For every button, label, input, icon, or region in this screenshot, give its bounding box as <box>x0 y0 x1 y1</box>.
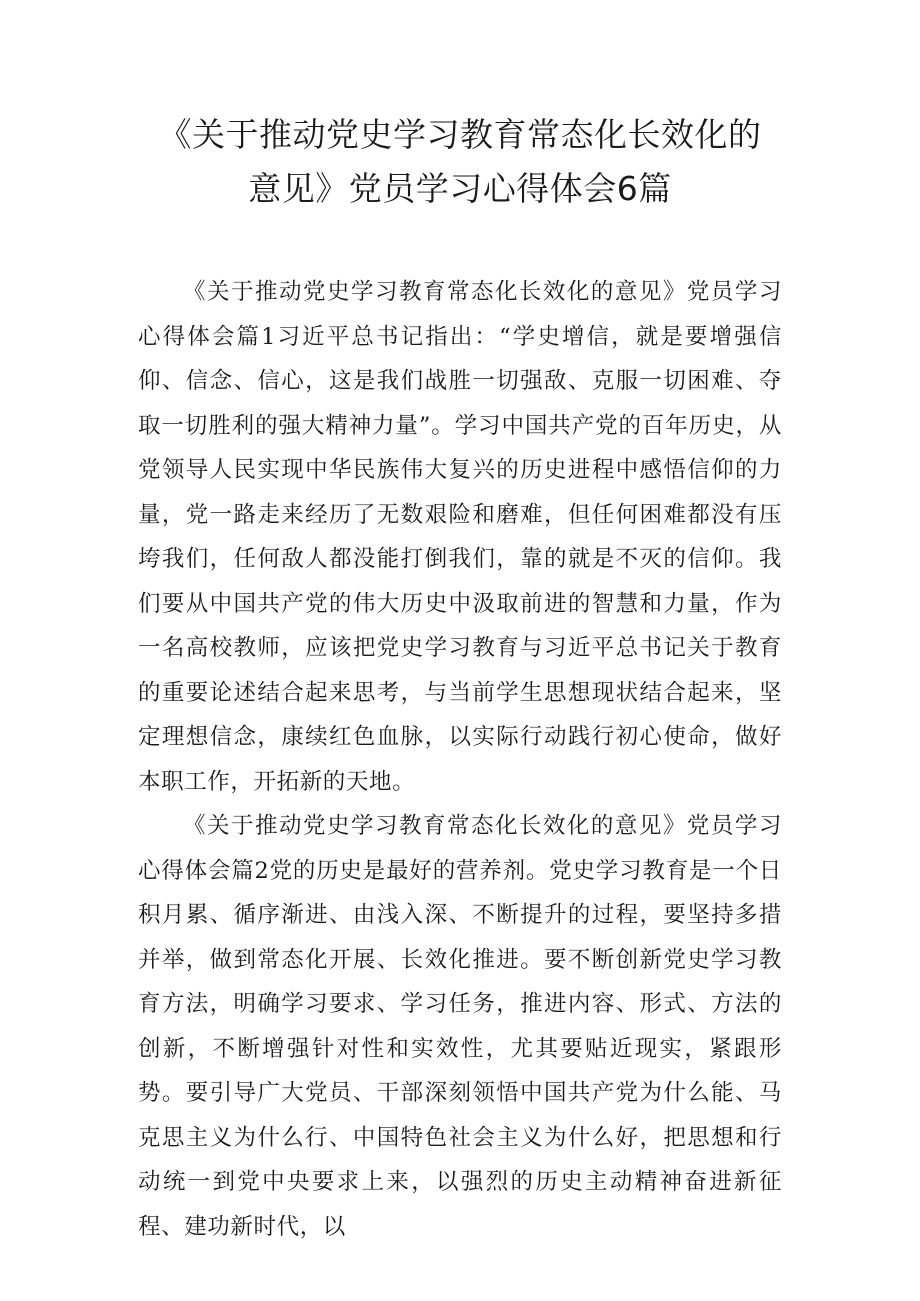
document-title-line-2: 意见》党员学习心得体会6篇 <box>248 169 672 208</box>
document-title <box>138 108 782 216</box>
body-paragraph-1: 《关于推动党史学习教育常态化长效化的意见》党员学习心得体会篇1习近平总书记指出：“学史增信，就是要增强信仰、信念、信心，这是我们战胜一切强敌、克服一切困难、夺取一切胜利的强大精神力量”。学习中国共产党的百年历史，从党领导人民实现中华民族伟大复兴的历史进程中感悟信仰的力量，党一路走来经历了无数艰险和磨难，但任何困难都没有压垮我们，任何敌人都没能打倒我们，靠的就是不灭的信仰。我们要从中国共产党的伟大历史中汲取前进的智慧和力量，作为一名高校教师，应该把党史学习教育与习近平总书记关于教育的重要论述结合起来思考，与当前学生思想现状结合起来，坚定理想信念，康续红色血脉，以实际行动践行初心使命，做好本职工作，开拓新的天地。 <box>138 279 782 795</box>
document-title-line-1: 《关于推动党史学习教育常态化长效化的 <box>158 115 762 154</box>
body-paragraph-2: 《关于推动党史学习教育常态化长效化的意见》党员学习心得体会篇2党的历史是最好的营养剂。党史学习教育是一个日积月累、循序渐进、由浅入深、不断提升的过程，要坚持多措并举，做到常态化开展、长效化推进。要不断创新党史学习教育方法，明确学习要求、学习任务，推进内容、形式、方法的创新，不断增强针对性和实效性，尤其要贴近现实，紧跟形势。要引导广大党员、干部深刻领悟中国共产党为什么能、马克思主义为什么行、中国特色社会主义为什么好，把思想和行动统一到党中央要求上来，以强烈的历史主动精神奋进新征程、建功新时代，以 <box>138 813 782 1240</box>
